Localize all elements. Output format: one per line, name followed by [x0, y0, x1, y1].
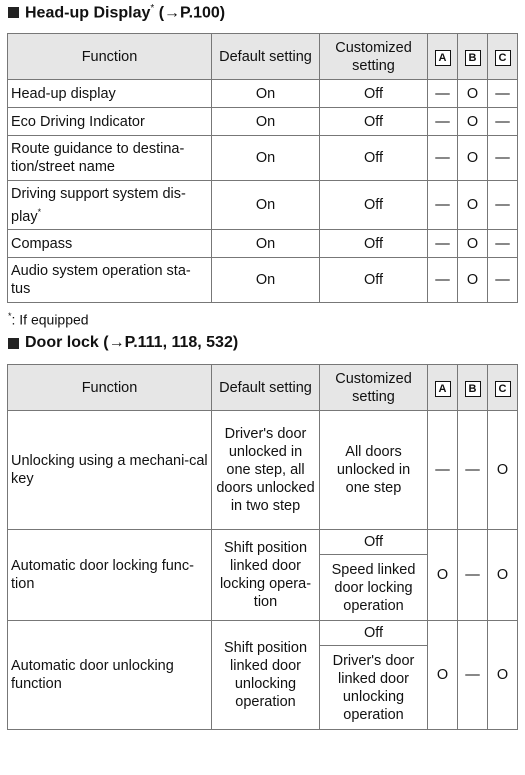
- b-cell: O: [458, 80, 488, 108]
- header-function: Function: [8, 365, 212, 411]
- default-cell: On: [212, 108, 320, 136]
- b-cell: O: [458, 108, 488, 136]
- c-box-icon: C: [495, 381, 511, 397]
- b-cell: —: [458, 621, 488, 730]
- footnote: [8, 311, 89, 328]
- header-c: [488, 34, 518, 80]
- section-title-door-lock: [8, 334, 238, 352]
- custom-cell: Off: [320, 108, 428, 136]
- b-cell: O: [458, 258, 488, 303]
- function-cell: Route guidance to destina-tion/street name: [8, 136, 212, 181]
- a-cell: —: [428, 181, 458, 230]
- c-cell: O: [488, 530, 518, 621]
- table-row: [8, 621, 518, 646]
- a-cell: —: [428, 108, 458, 136]
- header-function: Function: [8, 34, 212, 80]
- a-cell: —: [428, 258, 458, 303]
- table-row: [8, 411, 518, 530]
- custom-cell: All doors unlocked in one step: [320, 411, 428, 530]
- default-cell: On: [212, 136, 320, 181]
- custom-cell: Off: [320, 230, 428, 258]
- custom-cell: Off: [320, 80, 428, 108]
- c-cell: —: [488, 230, 518, 258]
- page-reference: (→P.111, 118, 532): [103, 334, 239, 351]
- footnote-mark: *: [37, 206, 42, 217]
- function-cell: Unlocking using a mechani-cal key: [8, 411, 212, 530]
- function-cell: Compass: [8, 230, 212, 258]
- c-cell: —: [488, 80, 518, 108]
- header-customized-setting: Customized setting: [320, 34, 428, 80]
- section-title-text: Head-up Display: [25, 4, 151, 22]
- c-cell: —: [488, 108, 518, 136]
- function-text: Driving support system dis-play: [11, 185, 186, 225]
- default-cell: On: [212, 258, 320, 303]
- default-cell: On: [212, 230, 320, 258]
- table-row: [8, 181, 518, 230]
- b-box-icon: B: [465, 381, 481, 397]
- custom-cell: Off: [320, 136, 428, 181]
- header-b: [458, 34, 488, 80]
- header-a: [428, 365, 458, 411]
- a-cell: —: [428, 80, 458, 108]
- function-cell: Eco Driving Indicator: [8, 108, 212, 136]
- b-box-icon: B: [465, 50, 481, 66]
- header-customized-setting: Customized setting: [320, 365, 428, 411]
- default-cell: On: [212, 80, 320, 108]
- default-cell: On: [212, 181, 320, 230]
- a-box-icon: A: [435, 50, 451, 66]
- a-cell: O: [428, 530, 458, 621]
- table-row: [8, 136, 518, 181]
- c-cell: —: [488, 181, 518, 230]
- table-row: [8, 230, 518, 258]
- table-row: [8, 80, 518, 108]
- section-title-head-up-display: [8, 3, 225, 22]
- default-cell: Shift position linked door locking opera-tion: [212, 530, 320, 621]
- function-cell: Automatic door unlocking function: [8, 621, 212, 730]
- table-header-row: [8, 365, 518, 411]
- b-cell: —: [458, 530, 488, 621]
- a-box-icon: A: [435, 381, 451, 397]
- b-cell: O: [458, 136, 488, 181]
- c-cell: O: [488, 411, 518, 530]
- section-title-text: Door lock: [25, 334, 99, 351]
- function-cell: Head-up display: [8, 80, 212, 108]
- square-bullet-icon: [8, 338, 19, 349]
- custom-cell: Speed linked door locking operation: [320, 555, 428, 621]
- function-cell: Automatic door locking func-tion: [8, 530, 212, 621]
- head-up-display-table: [7, 33, 518, 303]
- header-a: [428, 34, 458, 80]
- a-cell: —: [428, 230, 458, 258]
- table-row: [8, 258, 518, 303]
- table-row: [8, 108, 518, 136]
- square-bullet-icon: [8, 7, 19, 18]
- c-box-icon: C: [495, 50, 511, 66]
- a-cell: —: [428, 411, 458, 530]
- table-header-row: [8, 34, 518, 80]
- a-cell: —: [428, 136, 458, 181]
- c-cell: O: [488, 621, 518, 730]
- footnote-text: : If equipped: [11, 311, 89, 328]
- function-cell: Audio system operation sta-tus: [8, 258, 212, 303]
- custom-cell: Off: [320, 621, 428, 646]
- page-reference: (→P.100): [158, 4, 226, 22]
- header-c: [488, 365, 518, 411]
- default-cell: Driver's door unlocked in one step, all doors unlocked in two step: [212, 411, 320, 530]
- header-default-setting: Default setting: [212, 34, 320, 80]
- custom-cell: Off: [320, 181, 428, 230]
- header-b: [458, 365, 488, 411]
- header-default-setting: Default setting: [212, 365, 320, 411]
- title-footnote-mark: *: [150, 3, 155, 14]
- footnote-mark: *: [8, 311, 12, 321]
- c-cell: —: [488, 136, 518, 181]
- custom-cell: Driver's door linked door unlocking operation: [320, 646, 428, 730]
- a-cell: O: [428, 621, 458, 730]
- door-lock-table: [7, 364, 518, 730]
- b-cell: O: [458, 181, 488, 230]
- c-cell: —: [488, 258, 518, 303]
- custom-cell: Off: [320, 258, 428, 303]
- custom-cell: Off: [320, 530, 428, 555]
- b-cell: —: [458, 411, 488, 530]
- default-cell: Shift position linked door unlocking operation: [212, 621, 320, 730]
- function-cell: [8, 181, 212, 230]
- table-row: [8, 530, 518, 555]
- b-cell: O: [458, 230, 488, 258]
